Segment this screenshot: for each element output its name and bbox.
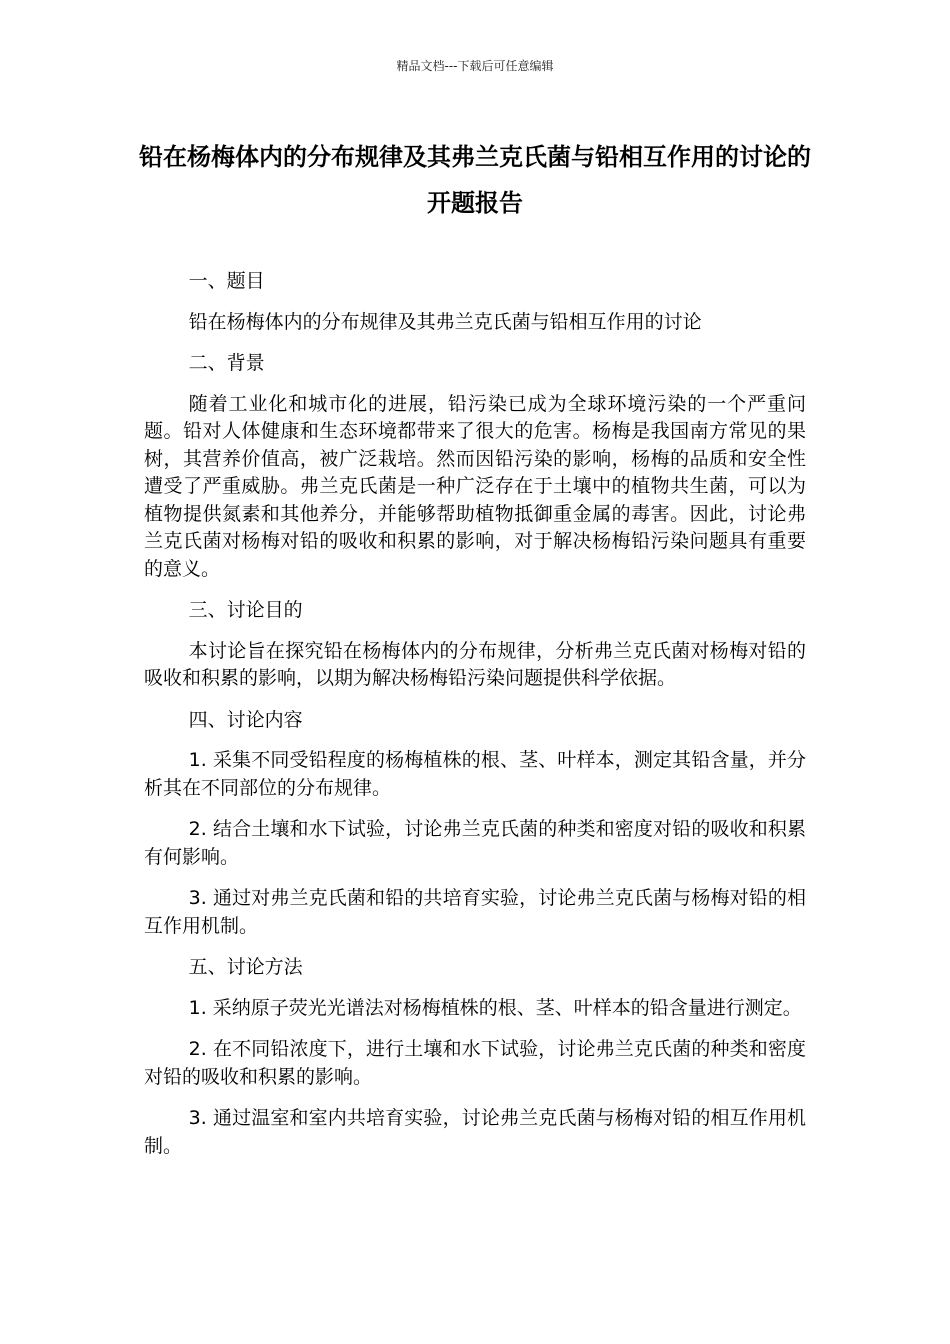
section-heading-purpose: 三、讨论目的 <box>188 599 303 621</box>
content-item-2: 2. 结合土壤和水下试验，讨论弗兰克氏菌的种类和密度对铅的吸收和积累有何影响。 <box>144 818 806 868</box>
document-body <box>144 268 806 1174</box>
section-heading-background: 二、背景 <box>188 352 265 374</box>
section-heading-topic: 一、题目 <box>188 270 265 292</box>
page-header: 精品文档---下载后可任意编辑 <box>396 59 554 73</box>
document-title: 铅在杨梅体内的分布规律及其弗兰克氏菌与铅相互作用的讨论的开题报告 <box>139 143 811 217</box>
content-item-3: 3. 通过对弗兰克氏菌和铅的共培育实验，讨论弗兰克氏菌与杨梅对铅的相互作用机制。 <box>144 887 806 937</box>
method-item-1: 1. 采纳原子荧光光谱法对杨梅植株的根、茎、叶样本的铅含量进行测定。 <box>188 996 802 1019</box>
section-heading-method: 五、讨论方法 <box>188 956 303 978</box>
method-item-2: 2. 在不同铅浓度下，进行土壤和水下试验，讨论弗兰克氏菌的种类和密度对铅的吸收和积累的影响。 <box>144 1038 806 1088</box>
topic-paragraph: 铅在杨梅体内的分布规律及其弗兰克氏菌与铅相互作用的讨论 <box>188 310 702 333</box>
content-item-1: 1. 采集不同受铅程度的杨梅植株的根、茎、叶样本，测定其铅含量，并分析其在不同部位的分布规律。 <box>144 749 806 799</box>
method-item-3: 3. 通过温室和室内共培育实验，讨论弗兰克氏菌与杨梅对铅的相互作用机制。 <box>144 1107 806 1157</box>
section-heading-content: 四、讨论内容 <box>188 708 303 731</box>
purpose-paragraph: 本讨论旨在探究铅在杨梅体内的分布规律，分析弗兰克氏菌对杨梅对铅的吸收和积累的影响，以期为解决杨梅铅污染问题提供科学依据。 <box>144 639 806 689</box>
background-paragraph: 随着工业化和城市化的进展，铅污染已成为全球环境污染的一个严重问题。铅对人体健康和生态环境都带来了很大的危害。杨梅是我国南方常见的果树，其营养价值高，被广泛栽培。然而因铅污染的影响，杨梅的品质和安全性遭受了严重威胁。弗兰克氏菌是一种广泛存在于土壤中的植物共生菌，可以为植物提供氮素和其他养分，并能够帮助植物抵御重金属的毒害。因此，讨论弗兰克氏菌对杨梅对铅的吸收和积累的影响，对于解决杨梅铅污染问题具有重要的意义。 <box>144 392 806 580</box>
